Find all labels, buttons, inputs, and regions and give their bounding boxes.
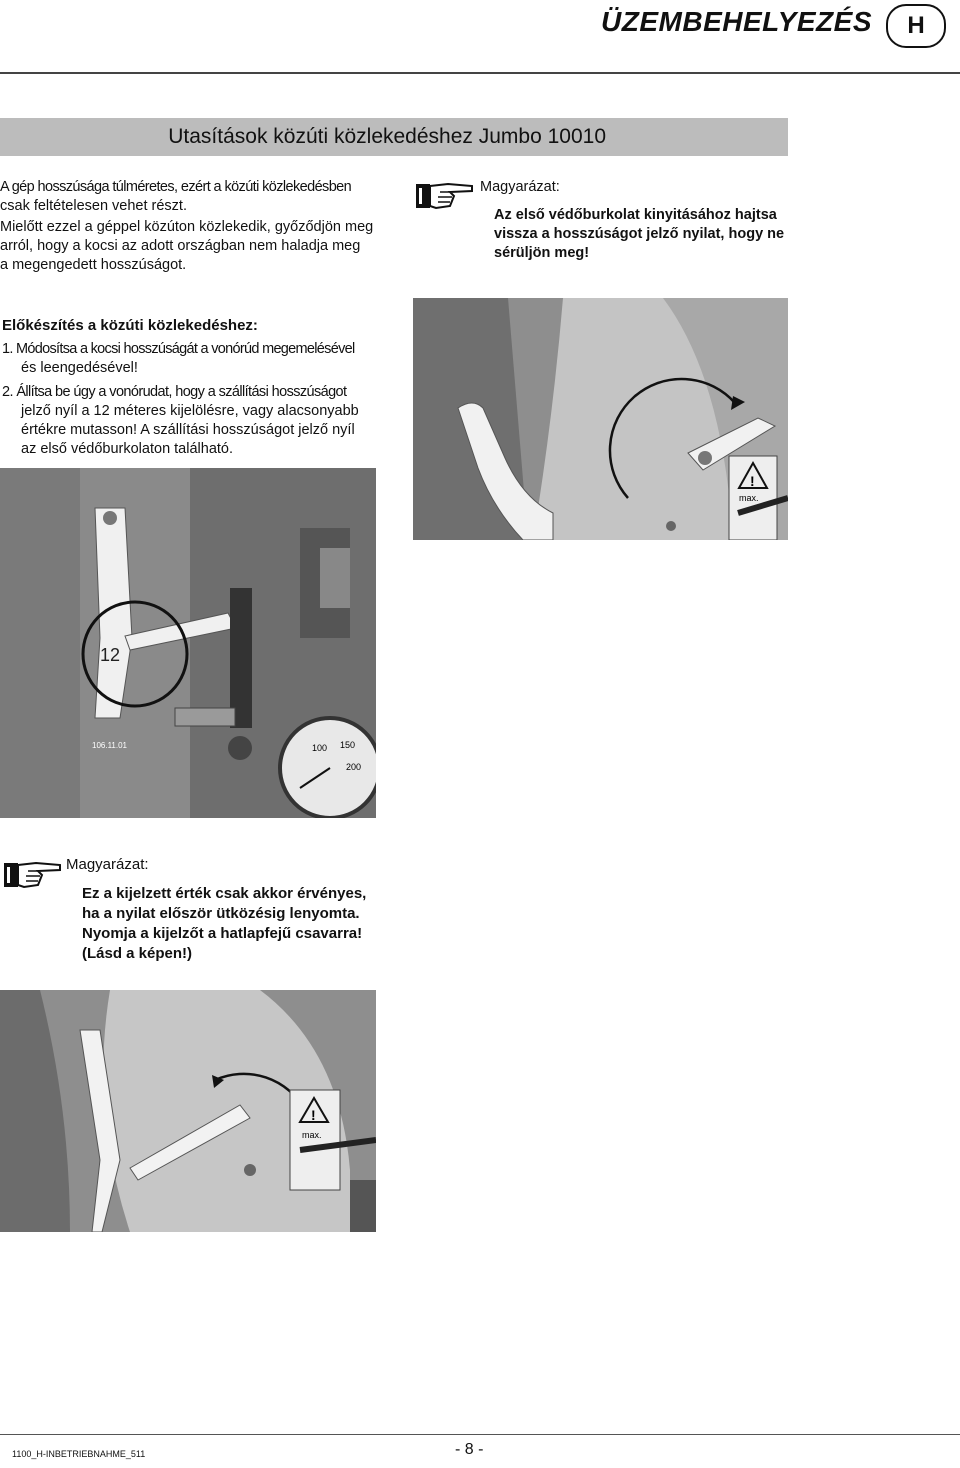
note2-text — [82, 884, 382, 964]
svg-text:!: ! — [750, 473, 755, 489]
max-label: max. — [302, 1130, 322, 1140]
document-code: 1100_H-INBETRIEBNAHME_511 — [12, 1449, 146, 1459]
section-title-bar — [0, 118, 788, 156]
language-badge: H — [886, 4, 946, 48]
note2-line: (Lásd a képen!) — [82, 945, 193, 962]
intro-line: arról, hogy a kocsi az adott országban nem haladja meg — [0, 238, 361, 254]
step2-line: az első védőburkolaton található. — [21, 441, 234, 457]
prep-steps — [2, 340, 380, 459]
note1-text — [494, 206, 804, 263]
note1-line: vissza a hosszúságot jelző nyilat, hogy ne — [494, 226, 785, 242]
photo-length-indicator-folded — [413, 298, 788, 540]
photo-length-indicator-pressed — [0, 990, 376, 1232]
intro-line: Mielőtt ezzel a géppel közúton közlekedik, győződjön meg — [0, 219, 374, 235]
step2-line: jelző nyíl a 12 méteres kijelölésre, vagy alacsonyabb — [21, 403, 359, 419]
intro-line: csak feltételesen vehet részt. — [0, 198, 187, 214]
note2-line: ha a nyilat először ütközésig lenyomta. — [82, 905, 360, 922]
page-number: - 8 - — [455, 1441, 484, 1458]
max-label: max. — [739, 493, 759, 503]
note2-label: Magyarázat: — [66, 856, 149, 873]
step1-line: és leengedésével! — [21, 360, 138, 376]
note1-line: Az első védőburkolat kinyitásához hajtsa — [494, 207, 777, 223]
step2-line: értékre mutasson! A szállítási hosszúságot jelző nyíl — [21, 422, 355, 438]
gauge-150: 150 — [340, 740, 356, 750]
gauge-100: 100 — [312, 743, 328, 753]
photo-drawbar-gauge — [0, 468, 376, 818]
note1-label: Magyarázat: — [480, 179, 560, 195]
step1-line: 1. Módosítsa a kocsi hosszúságát a vonórúd megemelésével — [2, 341, 355, 357]
note2-line: Ez a kijelzett érték csak akkor érvényes, — [82, 885, 367, 902]
section-title: Utasítások közúti közlekedéshez Jumbo 10010 — [168, 125, 606, 148]
page-header-title: ÜZEMBEHELYEZÉS — [601, 6, 872, 37]
step2-line: 2. Állítsa be úgy a vonórudat, hogy a szállítási hosszúságot — [2, 384, 347, 400]
pointing-hand-icon — [2, 855, 62, 895]
note2-line: Nyomja a kijelzőt a hatlapfejű csavarra! — [82, 925, 363, 942]
photo-code: 106.11.01 — [92, 741, 127, 750]
footer-divider — [0, 1434, 960, 1435]
intro-text — [0, 178, 380, 275]
header-divider — [0, 72, 960, 74]
length-mark-12: 12 — [100, 645, 121, 665]
prep-heading: Előkészítés a közúti közlekedéshez: — [2, 317, 258, 334]
pointing-hand-icon — [414, 176, 474, 216]
gauge-200: 200 — [346, 762, 362, 772]
intro-line: a megengedett hosszúságot. — [0, 257, 187, 273]
note1-line: sérüljön meg! — [494, 245, 590, 261]
svg-text:!: ! — [311, 1107, 316, 1123]
intro-line: A gép hosszúsága túlméretes, ezért a közúti közlekedésben — [0, 179, 352, 195]
